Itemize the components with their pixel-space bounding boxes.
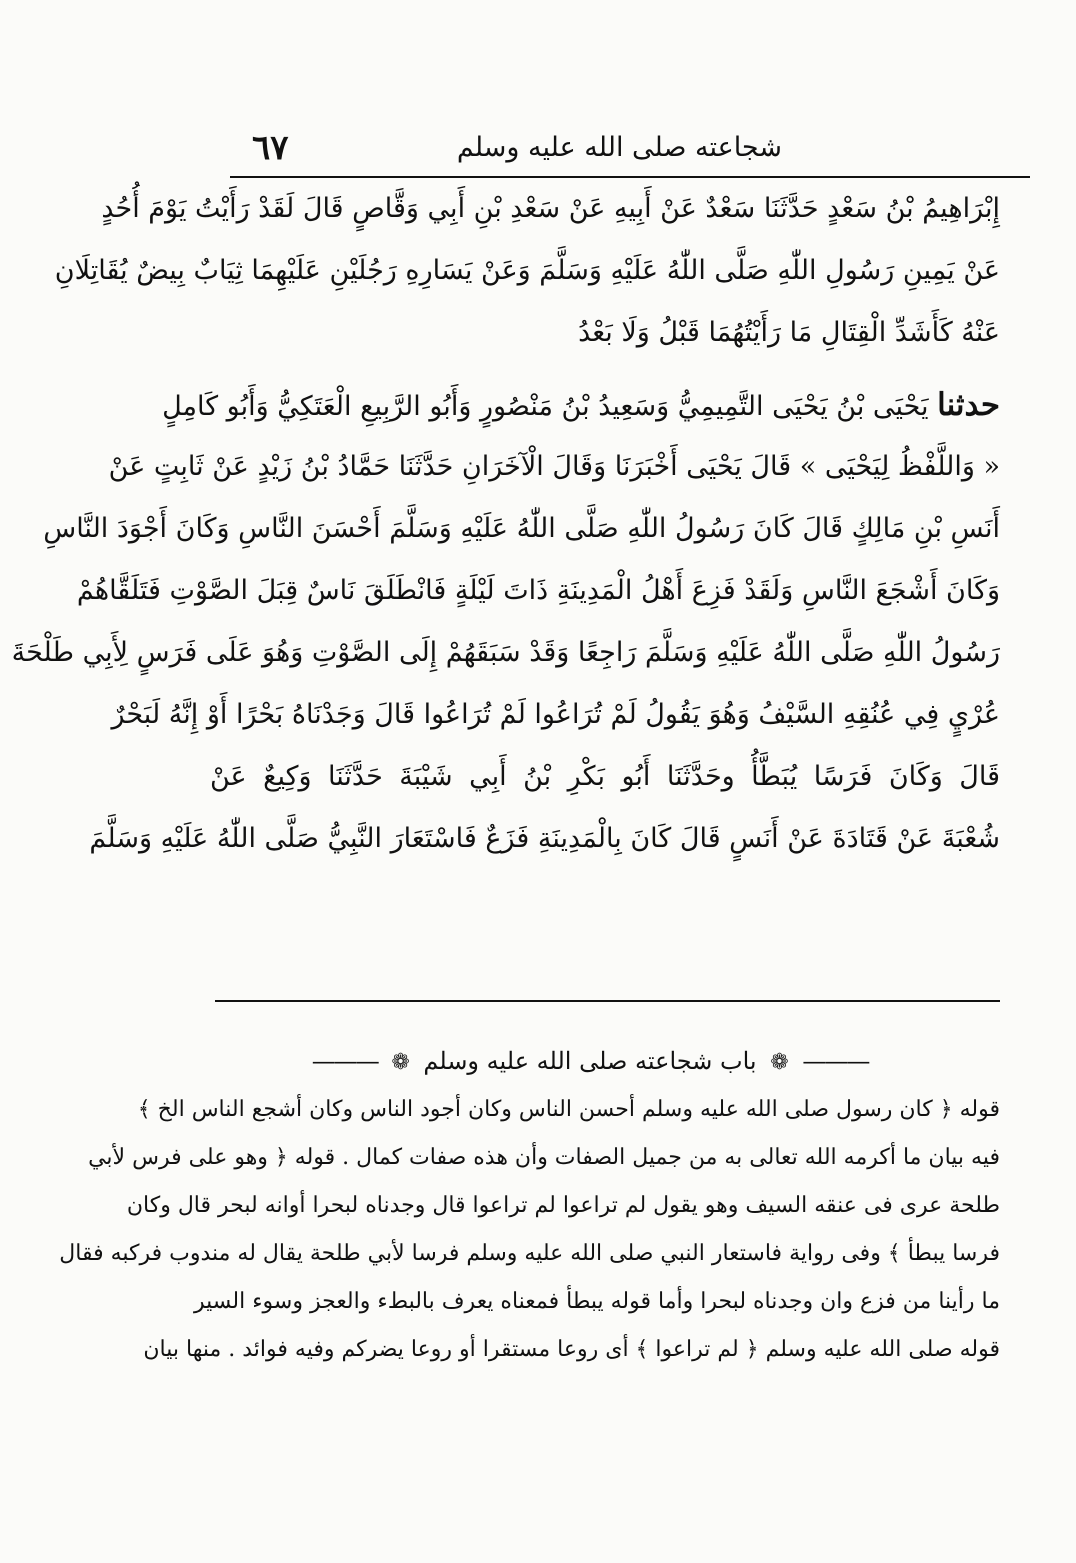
commentary-line: طلحة عرى فى عنقه السيف وهو يقول لم تراعوا لم تراعوا قال وجدناه لبحرا أوانه لبحر قال وكان bbox=[126, 1193, 1000, 1218]
text-line: قَالَ وَكَانَ فَرَسًا يُبَطَّأُ وحَدَّثَنَا أَبُو بَكْرِ بْنُ أَبِي شَيْبَةَ حَدَّثَنَا وَكِيعٌ عَنْ bbox=[210, 761, 1000, 792]
commentary-line: قوله ﴿ كان رسول صلى الله عليه وسلم أحسن الناس وكان أجود الناس وكان أشجع الناس الخ ﴾ bbox=[137, 1097, 1000, 1122]
commentary-title bbox=[240, 1038, 940, 1084]
text-line: شُعْبَةَ عَنْ قَتَادَةَ عَنْ أَنَسٍ قَالَ كَانَ بِالْمَدِينَةِ فَزَعٌ فَاسْتَعَارَ النَّبِيُّ صَلَّى اللّٰهُ عَلَيْهِ وَسَلَّمَ bbox=[89, 823, 1000, 854]
floral-ornament-icon: ❁ bbox=[770, 1050, 789, 1075]
text-line: رَسُولُ اللّٰهِ صَلَّى اللّٰهُ عَلَيْهِ وَسَلَّمَ رَاجِعًا وَقَدْ سَبَقَهُمْ إِلَى الصَّوْتِ وَهُوَ عَلَى فَرَسٍ لِأَبِي طَلْحَةَ bbox=[11, 637, 1000, 668]
commentary-divider bbox=[215, 1000, 1000, 1002]
text-line: عُرْيٍ فِي عُنُقِهِ السَّيْفُ وَهُوَ يَقُولُ لَمْ تُرَاعُوا لَمْ تُرَاعُوا قَالَ وَجَدْنَاهُ بَحْرًا أَوْ إِنَّهُ لَبَحْرٌ bbox=[111, 699, 1000, 730]
text-line: أَنَسِ بْنِ مَالِكٍ قَالَ كَانَ رَسُولُ اللّٰهِ صَلَّى اللّٰهُ عَلَيْهِ وَسَلَّمَ أَحْسَنَ النَّاسِ وَكَانَ أَجْوَدَ النَّاسِ bbox=[43, 513, 1000, 544]
commentary-line: ما رأينا من فزع وان وجدناه لبحرا وأما قوله يبطأ فمعناه يعرف بالبطء والعجز وسوء السير bbox=[194, 1289, 1000, 1314]
text-line: وَكَانَ أَشْجَعَ النَّاسِ وَلَقَدْ فَزِعَ أَهْلُ الْمَدِينَةِ ذَاتَ لَيْلَةٍ فَانْطَلَقَ نَاسٌ قِبَلَ الصَّوْتِ فَتَلَقَّاهُمْ bbox=[76, 575, 1000, 606]
text-line: إِبْرَاهِيمُ بْنُ سَعْدٍ حَدَّثَنَا سَعْدٌ عَنْ أَبِيهِ عَنْ سَعْدِ بْنِ أَبِي وَقَّاصٍ قَالَ لَقَدْ رَأَيْتُ يَوْمَ أُحُدٍ bbox=[101, 193, 1000, 224]
floral-ornament-icon: ❁ bbox=[391, 1050, 410, 1075]
hadith-text bbox=[11, 178, 1000, 978]
text-line: يَحْيَى بْنُ يَحْيَى التَّمِيمِيُّ وَسَعِيدُ بْنُ مَنْصُورٍ وَأَبُو الرَّبِيعِ الْعَتَكِيُّ وَأَبُو كَامِلٍ bbox=[162, 391, 929, 422]
dash-ornament: ——— bbox=[311, 1047, 378, 1075]
dash-ornament: ——— bbox=[802, 1047, 869, 1075]
commentary-line: فرسا يبطأ ﴾ وفى رواية فاستعار النبي صلى الله عليه وسلم فرسا لأبي طلحة يقال له مندوب فركبه فقال bbox=[59, 1241, 1000, 1266]
chapter-title: باب شجاعته صلى الله عليه وسلم bbox=[423, 1047, 757, 1075]
text-line: عَنْهُ كَأَشَدِّ الْقِتَالِ مَا رَأَيْتُهُمَا قَبْلُ وَلَا بَعْدُ bbox=[578, 317, 1000, 348]
page-number: ٦٧ bbox=[252, 128, 289, 168]
text-line: عَنْ يَمِينِ رَسُولِ اللّٰهِ صَلَّى اللّٰهُ عَلَيْهِ وَسَلَّمَ وَعَنْ يَسَارِهِ رَجُلَيْنِ عَلَيْهِمَا ثِيَابٌ بِيضٌ يُقَاتِلَانِ bbox=[54, 255, 1000, 286]
commentary-text bbox=[59, 1086, 1000, 1374]
running-head: شجاعته صلى الله عليه وسلم bbox=[456, 132, 782, 163]
page-header bbox=[232, 122, 1028, 174]
text-line: « وَاللَّفْظُ لِيَحْيَى » قَالَ يَحْيَى أَخْبَرَنَا وَقَالَ الْآخَرَانِ حَدَّثَنَا حَمَّادُ بْنُ زَيْدٍ عَنْ ثَابِتٍ عَنْ bbox=[108, 451, 1000, 482]
commentary-line: فيه بيان ما أكرمه الله تعالى به من جميل الصفات وأن هذه صفات كمال . قوله ﴿ وهو على فرس لأبي bbox=[88, 1145, 1000, 1170]
text-line-with-lead bbox=[162, 374, 1000, 436]
lead-word: حدثنا bbox=[937, 387, 1000, 423]
commentary-line: قوله صلى الله عليه وسلم ﴿ لم تراعوا ﴾ أى روعا مستقرا أو روعا يضركم وفيه فوائد . منها بيان bbox=[143, 1337, 1000, 1362]
